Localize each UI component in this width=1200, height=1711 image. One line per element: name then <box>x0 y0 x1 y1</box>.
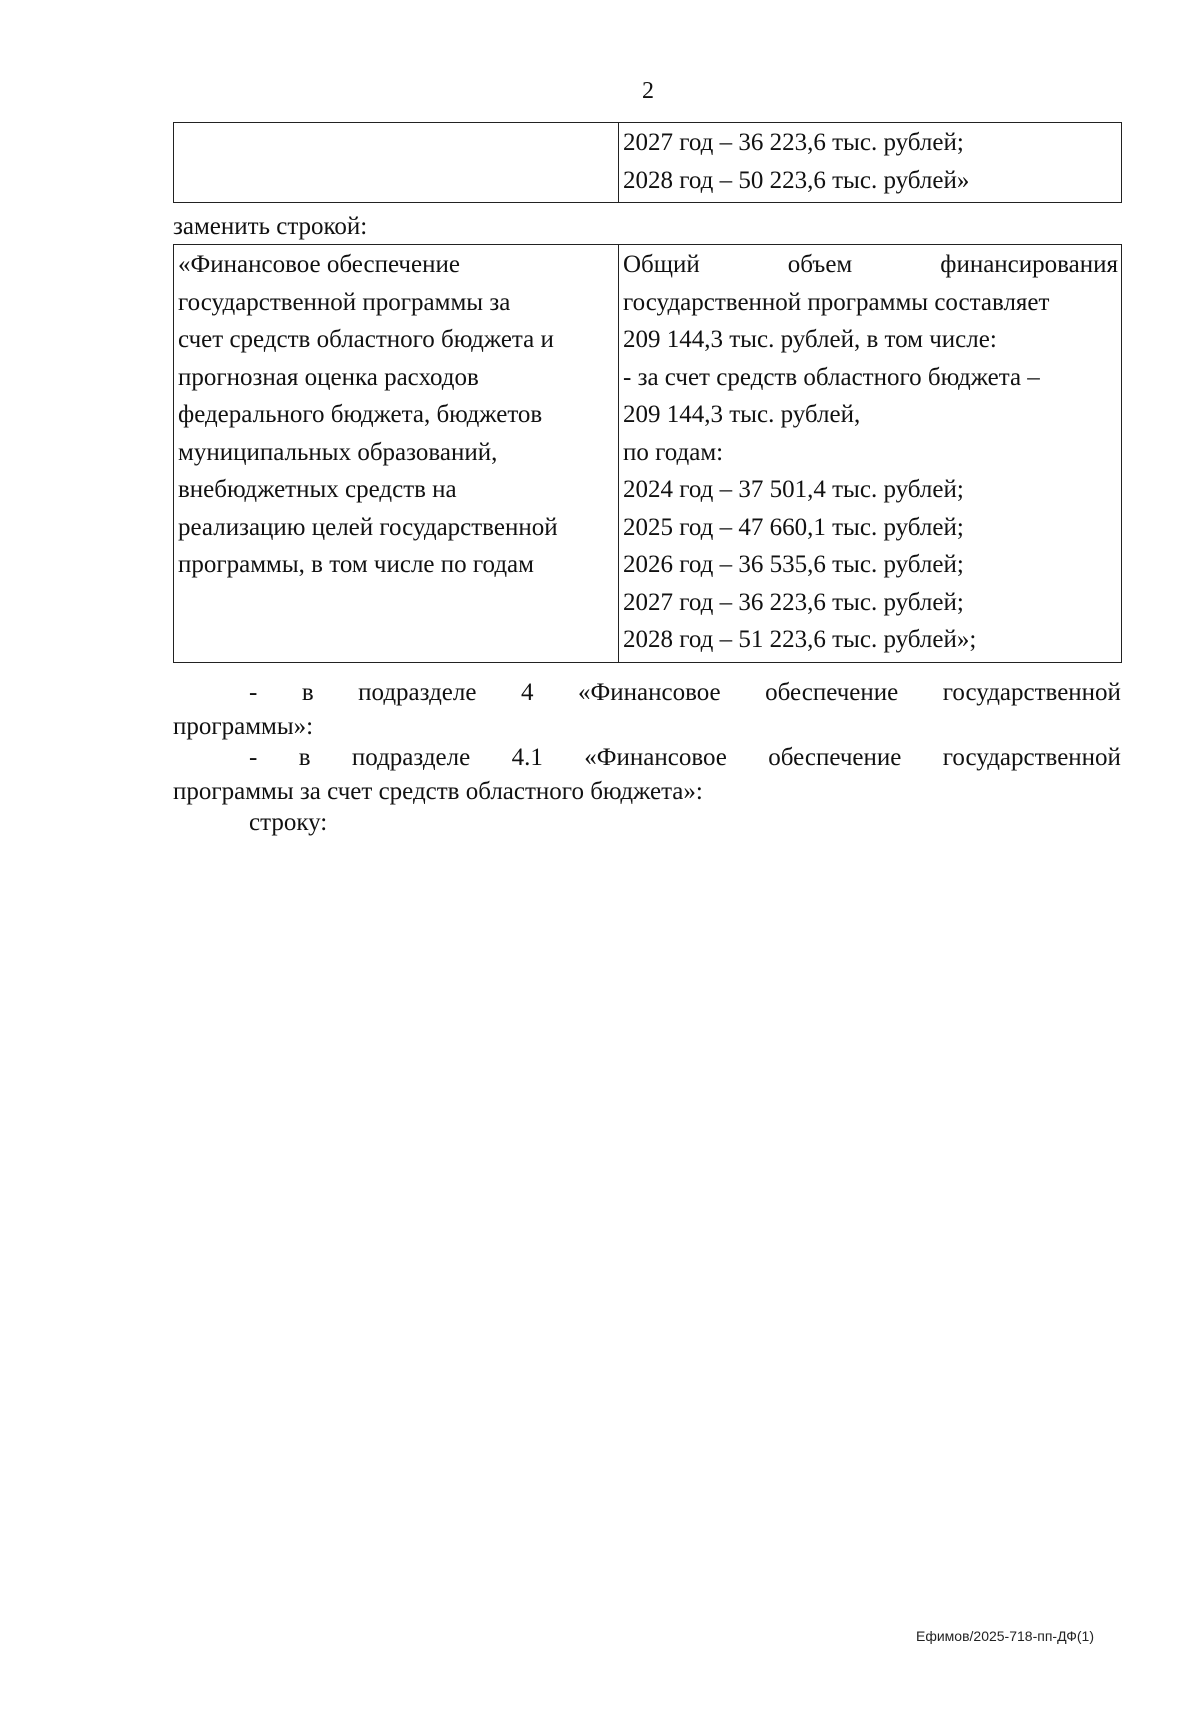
left-cell-line: муниципальных образований, <box>178 438 498 466</box>
left-cell-line: «Финансовое обеспечение <box>178 251 460 278</box>
justified-line <box>173 676 1121 710</box>
word: финансирования <box>940 251 1118 278</box>
paragraph-line: программы за счет средств областного бюджета»: <box>173 778 703 805</box>
left-cell-line: прогнозная оценка расходов <box>178 363 479 391</box>
right-cell-line: 2027 год – 36 223,6 тыс. рублей; <box>623 588 964 616</box>
paragraph-line: программы»: <box>173 713 314 740</box>
old-row-right-cell <box>619 123 1122 203</box>
right-cell-line: 2024 год – 37 501,4 тыс. рублей; <box>623 476 964 503</box>
left-cell-line: программы, в том числе по годам <box>178 551 534 578</box>
right-cell-line: государственной программы составляет <box>623 288 1050 316</box>
word: подразделе <box>351 744 471 771</box>
left-cell-line: федерального бюджета, бюджетов <box>178 401 543 428</box>
right-cell-line: 2026 год – 36 535,6 тыс. рублей; <box>623 551 964 578</box>
paragraph-subsection-4 <box>173 676 1121 744</box>
paragraph-row-label: строку: <box>249 809 328 836</box>
old-row-table <box>173 122 1122 203</box>
word: - <box>249 744 258 771</box>
new-row-right-cell <box>619 245 1122 663</box>
table-row <box>174 245 1122 663</box>
right-cell-line: - за счет средств областного бюджета – <box>623 363 1040 391</box>
word: государственной <box>942 744 1121 771</box>
word: обеспечение <box>765 679 899 706</box>
right-cell-line: 2025 год – 47 660,1 тыс. рублей; <box>623 513 964 541</box>
word: в <box>301 679 314 706</box>
word: 4 <box>520 679 534 706</box>
word: обеспечение <box>768 744 902 771</box>
document-code: Ефимов/2025-718-пп-ДФ(1) <box>916 1628 1094 1644</box>
table-row <box>174 123 1122 203</box>
word: в <box>298 744 311 771</box>
old-row-line: 2028 год – 50 223,6 тыс. рублей» <box>623 166 970 194</box>
paragraph-subsection-4-1 <box>173 741 1121 809</box>
right-cell-line: 209 144,3 тыс. рублей, в том числе: <box>623 326 997 353</box>
justified-line <box>173 741 1121 775</box>
right-cell-line: 2028 год – 51 223,6 тыс. рублей»; <box>623 626 977 653</box>
left-cell-line: государственной программы за <box>178 288 511 316</box>
new-row-table <box>173 244 1122 663</box>
word: Общий <box>623 251 700 278</box>
new-row-left-cell <box>174 245 619 663</box>
right-cell-line: по годам: <box>623 438 724 466</box>
word: «Финансовое <box>578 679 721 706</box>
word: 4.1 <box>511 744 543 771</box>
left-cell-line: счет средств областного бюджета и <box>178 326 554 353</box>
page-number: 2 <box>642 78 654 104</box>
replace-with-label: заменить строкой: <box>173 213 368 240</box>
word: объем <box>787 251 853 278</box>
word: государственной <box>942 679 1121 706</box>
left-cell-line: внебюджетных средств на <box>178 476 457 503</box>
word: подразделе <box>358 679 477 706</box>
left-cell-line: реализацию целей государственной <box>178 513 558 541</box>
word: «Финансовое <box>584 744 727 771</box>
right-cell-line: 209 144,3 тыс. рублей, <box>623 401 861 428</box>
word: - <box>249 679 258 706</box>
old-row-line: 2027 год – 36 223,6 тыс. рублей; <box>623 129 964 156</box>
right-cell-justified-line <box>623 246 1118 284</box>
old-row-left-cell <box>174 123 619 203</box>
